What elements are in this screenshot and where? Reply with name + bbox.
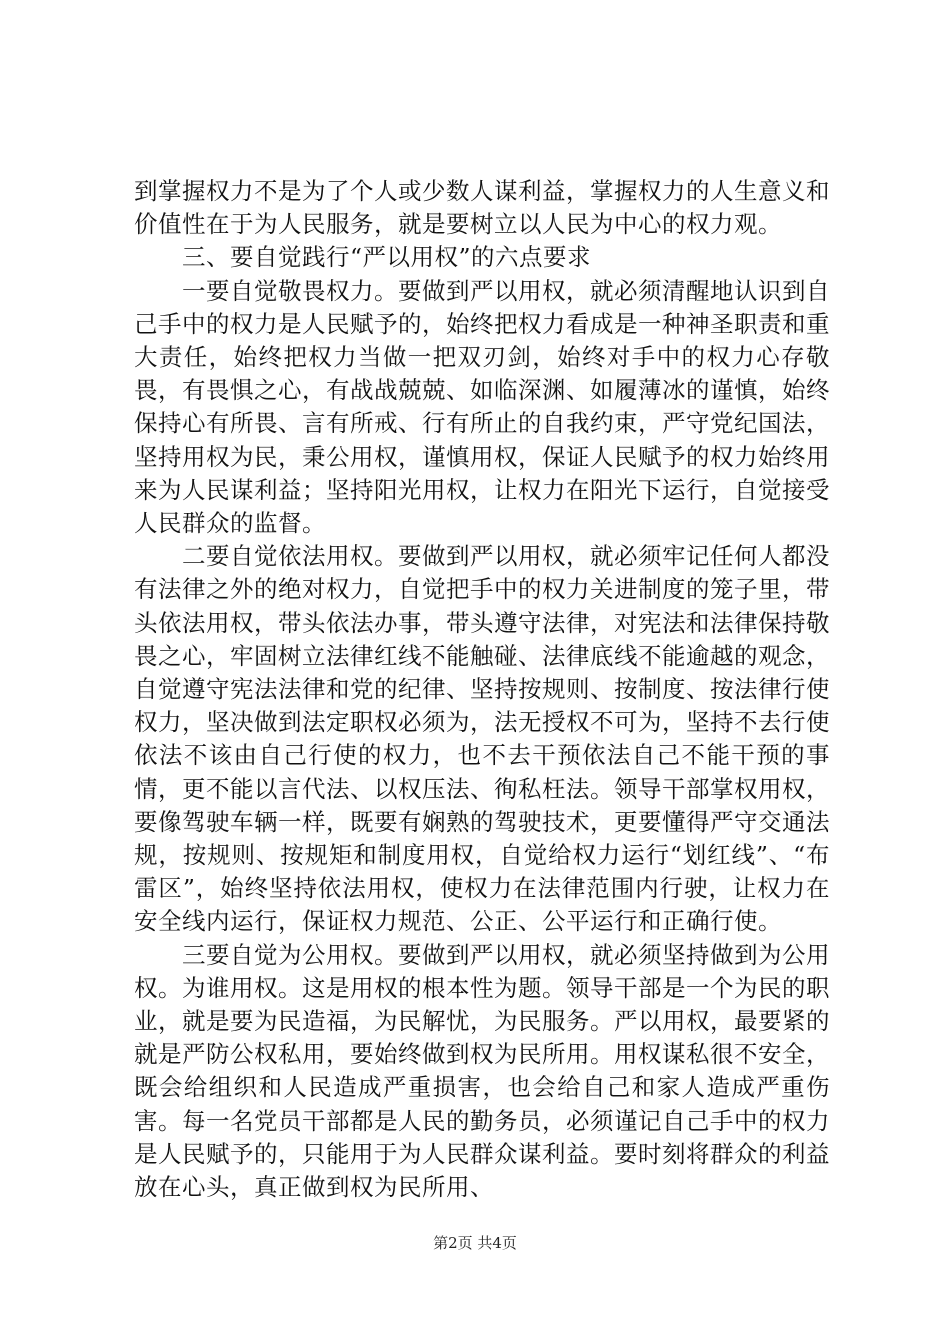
document-body — [134, 175, 830, 1204]
page-number: 第2页 共4页 — [433, 1234, 517, 1252]
paragraph-revere-power: 一要自觉敬畏权力。要做到严以用权，就必须清醒地认识到自己手中的权力是人民赋予的，始终把权力看成是一种神圣职责和重大责任，始终把权力当做一把双刃剑，始终对手中的权力心存敬畏，有畏惧之心，有战战兢兢、如临深渊、如履薄冰的谨慎，始终保持心有所畏、言有所戒、行有所止的自我约束，严守党纪国法，坚持用权为民，秉公用权，谨慎用权，保证人民赋予的权力始终用来为人民谋利益；坚持阳光用权，让权力在阳光下运行，自觉接受人民群众的监督。 — [134, 276, 830, 538]
paragraph-continuation: 到掌握权力不是为了个人或少数人谋利益，掌握权力的人生意义和价值性在于为人民服务，就是要树立以人民为中心的权力观。 — [134, 177, 830, 239]
page-footer — [0, 1232, 950, 1253]
paragraph-lawful-power: 二要自觉依法用权。要做到严以用权，就必须牢记任何人都没有法律之外的绝对权力，自觉把手中的权力关进制度的笼子里，带头依法用权，带头依法办事，带头遵守法律，对宪法和法律保持敬畏之心，牢固树立法律红线不能触碰、法律底线不能逾越的观念，自觉遵守宪法法律和党的纪律、坚持按规则、按制度、按法律行使权力，坚决做到法定职权必须为，法无授权不可为，坚持不去行使依法不该由自己行使的权力，也不去干预依法自己不能干预的事情，更不能以言代法、以权压法、徇私枉法。领导干部掌权用权，要像驾驶车辆一样，既要有娴熟的驾驶技术，更要懂得严守交通法规，按规则、按规矩和制度用权，自觉给权力运行“划红线”、“布雷区”，始终坚持依法用权，使权力在法律范围内行驶，让权力在安全线内运行，保证权力规范、公正、公平运行和正确行使。 — [134, 542, 830, 936]
section-heading: 三、要自觉践行“严以用权”的六点要求 — [182, 243, 592, 272]
paragraph-public-power: 三要自觉为公用权。要做到严以用权，就必须坚持做到为公用权。为谁用权。这是用权的根本性为题。领导干部是一个为民的职业，就是要为民造福，为民解忧，为民服务。严以用权，最要紧的就是严防公权私用，要始终做到权为民所用。用权谋私很不安全，既会给组织和人民造成严重损害，也会给自己和家人造成严重伤害。每一名党员干部都是人民的勤务员，必须谨记自己手中的权力是人民赋予的，只能用于为人民群众谋利益。要时刻将群众的利益放在心头，真正做到权为民所用、 — [134, 940, 830, 1202]
